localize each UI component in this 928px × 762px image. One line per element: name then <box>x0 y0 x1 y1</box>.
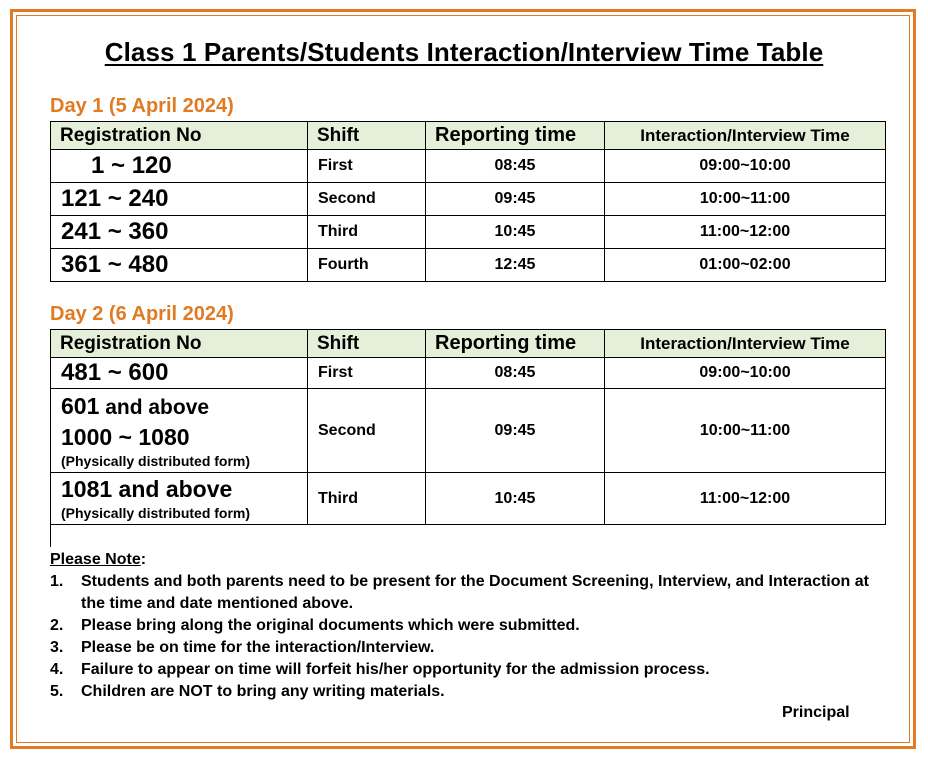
divider-line <box>50 525 51 547</box>
notes-title-colon: : <box>140 551 147 568</box>
reporting-time-cell: 08:45 <box>426 150 605 183</box>
registration-range: 1000 ~ 1080 <box>61 423 190 450</box>
list-item <box>50 659 890 681</box>
column-header-interaction: Interaction/Interview Time <box>605 122 886 150</box>
shift-cell: Third <box>308 216 426 249</box>
table-row <box>51 389 886 473</box>
shift-cell: Third <box>308 473 426 525</box>
column-header-registration: Registration No <box>51 122 308 150</box>
registration-number: 601 <box>61 392 100 419</box>
registration-note: (Physically distributed form) <box>61 505 251 521</box>
interaction-time-cell: 10:00~11:00 <box>605 183 886 216</box>
list-item-text: Please be on time for the interaction/Interview. <box>81 639 435 656</box>
notes-heading <box>50 549 890 571</box>
list-item-number: 2. <box>50 617 64 634</box>
notes-title: Please Note <box>50 551 141 568</box>
reporting-time-cell: 09:45 <box>426 183 605 216</box>
registration-suffix: and above <box>99 395 210 419</box>
shift-cell: First <box>308 358 426 389</box>
shift-cell: Second <box>308 389 426 473</box>
interaction-time-cell: 10:00~11:00 <box>605 389 886 473</box>
registration-cell: 361 ~ 480 <box>51 249 308 282</box>
list-item <box>50 571 890 615</box>
list-item-text: Children are NOT to bring any writing materials. <box>81 683 445 700</box>
registration-line <box>61 392 307 422</box>
list-item <box>50 615 890 637</box>
registration-line: 1081 and above <box>61 476 233 502</box>
list-item <box>50 681 890 703</box>
reporting-time-cell: 10:45 <box>426 473 605 525</box>
shift-cell: First <box>308 150 426 183</box>
column-header-registration: Registration No <box>51 330 308 358</box>
day1-heading: Day 1 (5 April 2024) <box>50 95 234 117</box>
notes-list <box>50 571 890 703</box>
table-row <box>51 150 886 183</box>
list-item-number: 4. <box>50 661 64 678</box>
signature-principal: Principal <box>782 704 850 721</box>
notes-section <box>50 549 890 703</box>
list-item-number: 5. <box>50 683 64 700</box>
interaction-time-cell: 09:00~10:00 <box>605 150 886 183</box>
column-header-reporting: Reporting time <box>426 122 605 150</box>
registration-note: (Physically distributed form) <box>61 452 251 469</box>
column-header-shift: Shift <box>308 122 426 150</box>
registration-cell: 121 ~ 240 <box>51 183 308 216</box>
reporting-time-cell: 10:45 <box>426 216 605 249</box>
table-row <box>51 216 886 249</box>
list-item-number: 3. <box>50 639 64 656</box>
registration-cell <box>51 389 308 473</box>
reporting-time-cell: 12:45 <box>426 249 605 282</box>
table-row <box>51 249 886 282</box>
list-item-text: Please bring along the original documents which were submitted. <box>81 617 580 634</box>
page-title: Class 1 Parents/Students Interaction/Interview Time Table <box>104 37 824 67</box>
day2-table <box>50 329 886 525</box>
shift-cell: Second <box>308 183 426 216</box>
table-row <box>51 183 886 216</box>
interaction-time-cell: 01:00~02:00 <box>605 249 886 282</box>
list-item-number: 1. <box>50 573 64 590</box>
shift-cell: Fourth <box>308 249 426 282</box>
interaction-time-cell: 11:00~12:00 <box>605 216 886 249</box>
interaction-time-cell: 11:00~12:00 <box>605 473 886 525</box>
list-item-text: Failure to appear on time will forfeit his/her opportunity for the admission process. <box>81 661 710 678</box>
list-item <box>50 637 890 659</box>
reporting-time-cell: 09:45 <box>426 389 605 473</box>
column-header-shift: Shift <box>308 330 426 358</box>
day1-table <box>50 121 886 282</box>
column-header-reporting: Reporting time <box>426 330 605 358</box>
table-header-row <box>51 330 886 358</box>
table-header-row <box>51 122 886 150</box>
table-row <box>51 473 886 525</box>
table-row <box>51 358 886 389</box>
interaction-time-cell: 09:00~10:00 <box>605 358 886 389</box>
day2-heading: Day 2 (6 April 2024) <box>50 303 234 325</box>
registration-cell <box>51 473 308 525</box>
reporting-time-cell: 08:45 <box>426 358 605 389</box>
registration-cell: 481 ~ 600 <box>51 358 308 389</box>
list-item-text: Students and both parents need to be present for the Document Screening, Interview, and Interaction at the time and date mentioned above. <box>81 573 869 612</box>
column-header-interaction: Interaction/Interview Time <box>605 330 886 358</box>
registration-cell: 1 ~ 120 <box>51 150 308 183</box>
registration-cell: 241 ~ 360 <box>51 216 308 249</box>
